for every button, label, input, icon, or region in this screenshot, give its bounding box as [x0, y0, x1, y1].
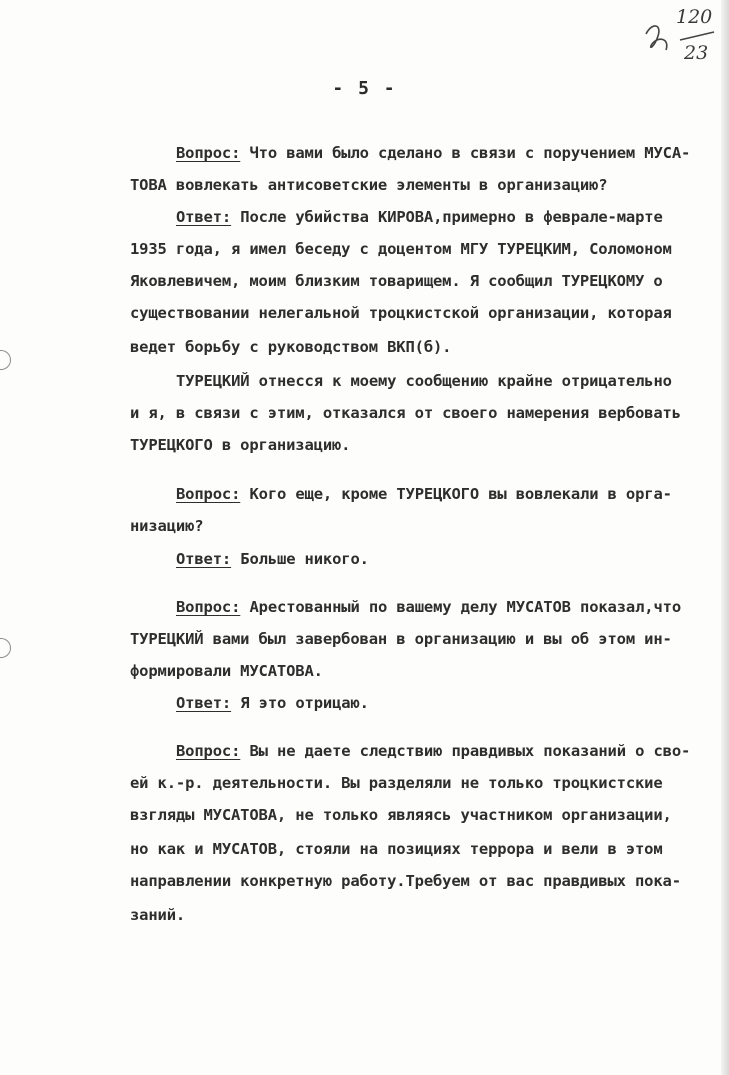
- question-text: Вы не даете следствию правдивых показаний о сво-: [249, 742, 691, 760]
- text-line: и я, в связи с этим, отказался от своего намерения вербовать: [130, 404, 681, 422]
- text-line: ТУРЕЦКИЙ вами был завербован в организацию и вы об этом ин-: [130, 630, 672, 648]
- text-line: направлении конкретную работу.Требуем от вас правдивых пока-: [130, 872, 681, 890]
- text-line: [176, 144, 690, 162]
- text-line: [176, 742, 690, 760]
- text-line: взгляды МУСАТОВА, не только являясь участником организации,: [130, 806, 672, 824]
- text-line: ведет борьбу с руководством ВКП(б).: [130, 338, 452, 356]
- question-text: Арестованный по вашему делу МУСАТОВ показал,что: [249, 598, 682, 616]
- text-line: формировали МУСАТОВА.: [130, 662, 323, 680]
- text-line: [176, 694, 369, 712]
- text-line: 1935 года, я имел беседу с доцентом МГУ ТУРЕЦКИМ, Соломоном: [130, 240, 672, 258]
- question-label: Вопрос:: [176, 144, 241, 162]
- answer-label: Ответ:: [176, 208, 232, 226]
- question-label: Вопрос:: [176, 598, 241, 616]
- text-line: Яковлевичем, моим близким товарищем. Я сообщил ТУРЕЦКОМУ о: [130, 272, 663, 290]
- answer-text: Я это отрицаю.: [240, 694, 369, 712]
- text-line: ТУРЕЦКИЙ отнесся к моему сообщению крайне отрицательно: [176, 372, 672, 390]
- text-line: но как и МУСАТОВ, стояли на позициях террора и вели в этом: [130, 840, 663, 858]
- text-line: [176, 550, 369, 568]
- page-number: - 5 -: [332, 78, 397, 99]
- question-label: Вопрос:: [176, 485, 241, 503]
- punch-hole: [0, 350, 11, 370]
- punch-hole: [0, 638, 11, 658]
- text-line: ей к.-р. деятельности. Вы разделяли не только троцкистские: [130, 774, 663, 792]
- question-label: Вопрос:: [176, 742, 241, 760]
- page-edge: [721, 0, 729, 1075]
- text-line: заний.: [130, 906, 186, 924]
- text-line: ТОВА вовлекать антисоветские элементы в организацию?: [130, 176, 608, 194]
- text-line: [176, 485, 672, 503]
- text-line: [176, 598, 681, 616]
- text-line: низацию?: [130, 517, 204, 535]
- question-text: Что вами было сделано в связи с поручением МУСА-: [249, 144, 691, 162]
- archive-number-bottom: 23: [684, 42, 709, 64]
- text-line: [176, 208, 663, 226]
- archive-handwritten-mark: [640, 4, 722, 70]
- answer-label: Ответ:: [176, 694, 232, 712]
- answer-label: Ответ:: [176, 550, 232, 568]
- question-text: Кого еще, кроме ТУРЕЦКОГО вы вовлекали в орга-: [249, 485, 672, 503]
- answer-text: После убийства КИРОВА,примерно в феврале-марте: [240, 208, 663, 226]
- answer-text: Больше никого.: [240, 550, 369, 568]
- text-line: ТУРЕЦКОГО в организацию.: [130, 436, 351, 454]
- text-line: существовании нелегальной троцкистской организации, которая: [130, 304, 672, 322]
- archive-number-top: 120: [676, 6, 713, 28]
